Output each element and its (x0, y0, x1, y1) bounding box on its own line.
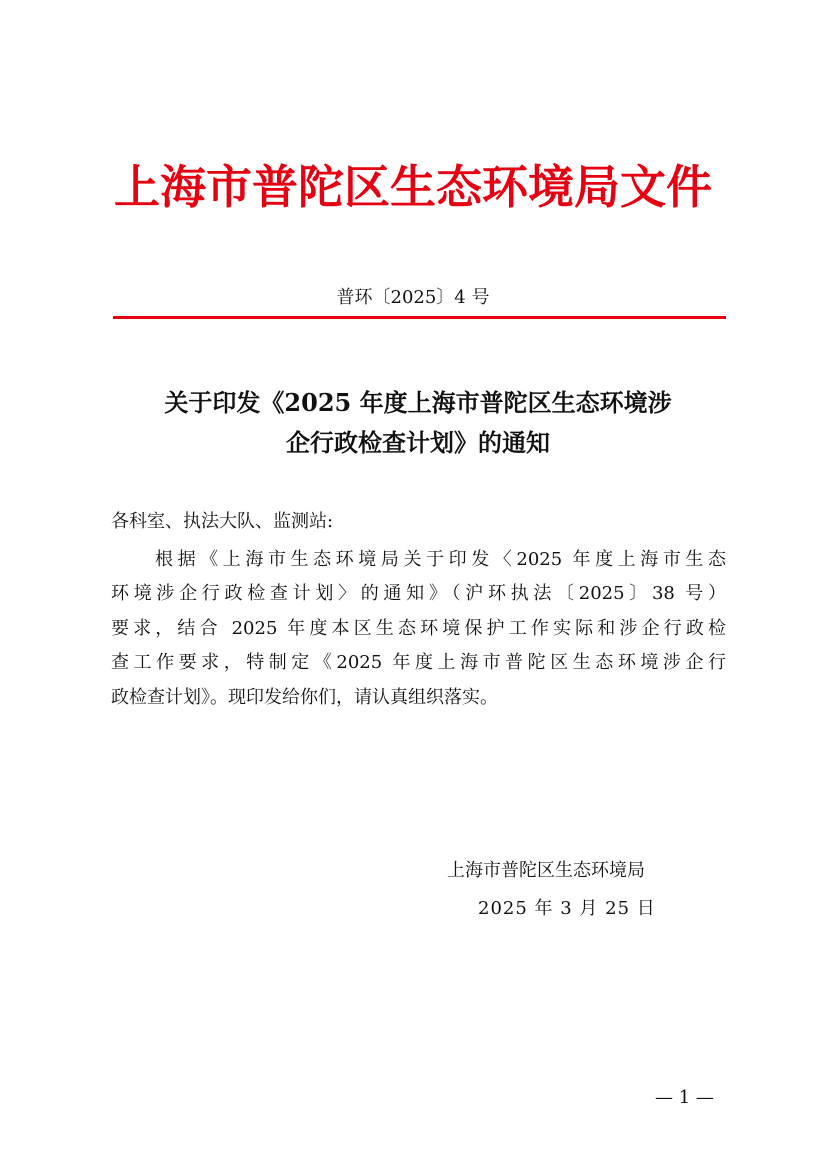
body-line: 政检查计划》。现印发给你们，请认真组织落实。 (111, 686, 498, 708)
body-paragraph (111, 543, 726, 715)
notice-title (108, 383, 728, 463)
notice-title-line: 企行政检查计划》的通知 (286, 428, 550, 457)
notice-title-line: 关于印发《2025 年度上海市普陀区生态环境涉 (164, 388, 672, 417)
body-line: 要求，结合 2025 年度本区生态环境保护工作实际和涉企行政检 (111, 617, 726, 639)
issuer-signature: 上海市普陀区生态环境局 (447, 860, 645, 881)
issue-date: 2025 年 3 月 25 日 (478, 898, 656, 919)
body-line: 根据《上海市生态环境局关于印发〈2025 年度上海市生态 (155, 549, 726, 570)
red-divider-line (113, 316, 726, 319)
document-header-title: 上海市普陀区生态环境局文件 (114, 160, 712, 214)
document-number: 普环〔2025〕4 号 (336, 287, 490, 308)
page-number: — 1 — (655, 1087, 714, 1108)
body-line: 环境涉企行政检查计划〉的通知》（沪环执法〔2025〕38 号） (111, 583, 726, 605)
body-line: 查工作要求，特制定《2025 年度上海市普陀区生态环境涉企行 (111, 652, 726, 674)
salutation: 各科室、执法大队、监测站: (111, 511, 334, 532)
